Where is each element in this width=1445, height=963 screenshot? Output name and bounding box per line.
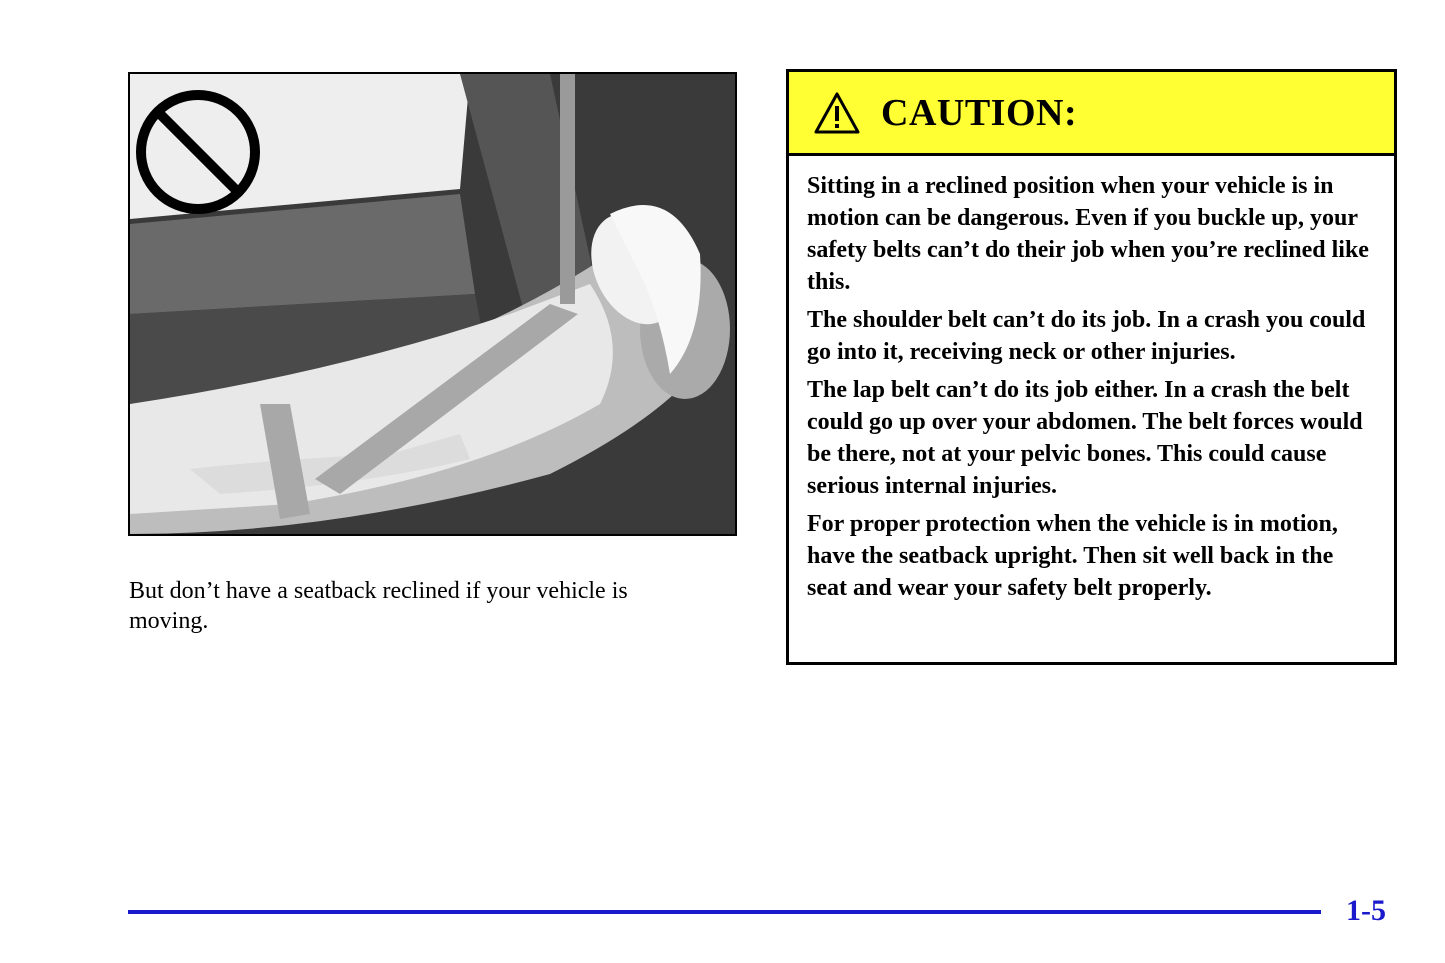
figure-caption: But don’t have a seatback reclined if your vehicle is moving. bbox=[129, 578, 628, 634]
warning-triangle-icon bbox=[813, 91, 861, 135]
footer-rule bbox=[128, 910, 1321, 914]
caution-body bbox=[789, 156, 1394, 604]
caution-paragraph: Sitting in a reclined position when your vehicle is in motion can be dangerous. Even if you buckle up, your safety belts can’t do their job when you’re reclined like this. bbox=[807, 173, 1369, 295]
caution-box bbox=[786, 69, 1397, 665]
caution-title: CAUTION: bbox=[881, 91, 1078, 134]
reclined-seat-figure bbox=[128, 72, 737, 536]
caution-paragraph: For proper protection when the vehicle is in motion, have the seatback upright. Then sit well back in the seat and wear your safety belt properly. bbox=[807, 511, 1338, 601]
caution-header bbox=[789, 72, 1394, 156]
caution-paragraph: The lap belt can’t do its job either. In a crash the belt could go up over your abdomen. The belt forces would be there, not at your pelvic bones. This could cause serious internal injuries. bbox=[807, 377, 1363, 499]
caution-paragraph: The shoulder belt can’t do its job. In a crash you could go into it, receiving neck or other injuries. bbox=[807, 307, 1366, 365]
reclined-passenger-illustration bbox=[130, 74, 735, 534]
page-number: 1-5 bbox=[1346, 894, 1386, 927]
